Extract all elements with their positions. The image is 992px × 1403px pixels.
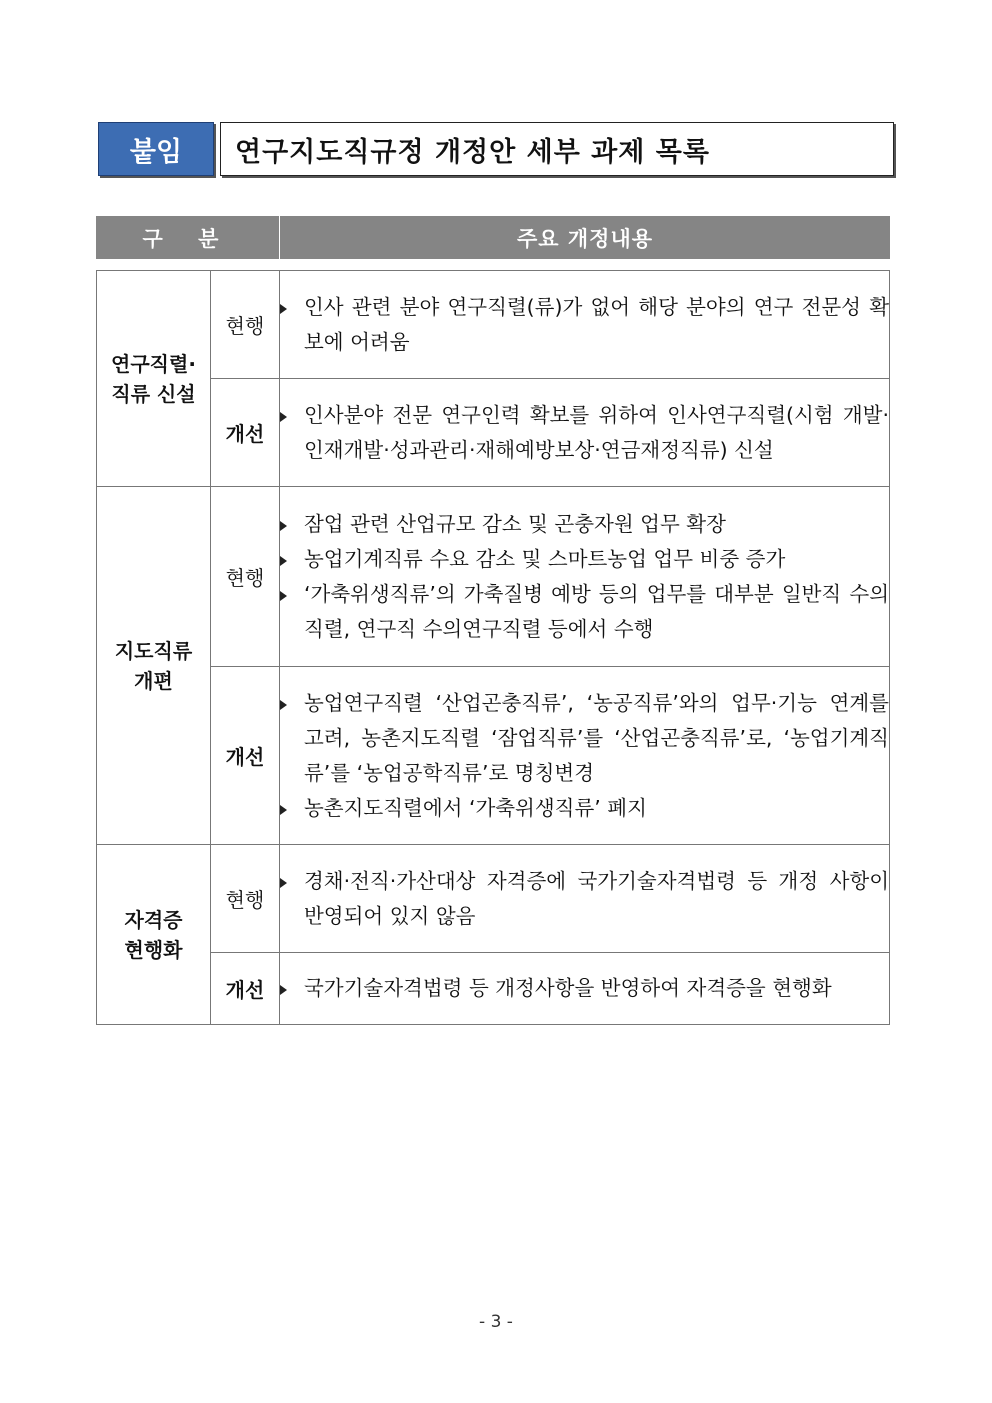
triangle-bullet-icon <box>280 805 287 815</box>
triangle-bullet-icon <box>280 700 287 710</box>
triangle-bullet-icon <box>280 412 287 422</box>
list-item: 인사분야 전문 연구인력 확보를 위하여 인사연구직렬(시험 개발·인재개발·성과관리·재해예방보상·연금재정직류) 신설 <box>280 398 889 468</box>
category-cell: 연구직렬· 직류 신설 <box>97 271 211 487</box>
content-cell <box>280 487 890 667</box>
title-row <box>98 122 894 176</box>
table-row <box>97 487 890 667</box>
kind-current: 현행 <box>211 271 280 379</box>
triangle-bullet-icon <box>280 878 287 888</box>
kind-improved: 개선 <box>211 953 280 1025</box>
table-header <box>96 216 890 259</box>
page-number: - 3 - <box>479 1312 513 1332</box>
kind-current: 현행 <box>211 487 280 667</box>
content-cell <box>280 379 890 487</box>
content-cell <box>280 271 890 379</box>
triangle-bullet-icon <box>280 591 287 601</box>
kind-improved: 개선 <box>211 379 280 487</box>
content-cell <box>280 953 890 1025</box>
content-cell <box>280 845 890 953</box>
list-item: 경채·전직·가산대상 자격증에 국가기술자격법령 등 개정 사항이 반영되어 있지 않음 <box>280 864 889 934</box>
table-row <box>97 845 890 953</box>
triangle-bullet-icon <box>280 556 287 566</box>
triangle-bullet-icon <box>280 521 287 531</box>
triangle-bullet-icon <box>280 304 287 314</box>
list-item: 인사 관련 분야 연구직렬(류)가 없어 해당 분야의 연구 전문성 확보에 어려움 <box>280 290 889 360</box>
category-cell: 지도직류 개편 <box>97 487 211 845</box>
table-row <box>97 271 890 379</box>
attachment-badge: 붙임 <box>98 122 214 176</box>
content-cell <box>280 667 890 845</box>
kind-improved: 개선 <box>211 667 280 845</box>
list-item: ‘가축위생직류’의 가축질병 예방 등의 업무를 대부분 일반직 수의직렬, 연구직 수의연구직렬 등에서 수행 <box>280 577 889 647</box>
table-row <box>97 953 890 1025</box>
list-item: 농촌지도직렬에서 ‘가축위생직류’ 폐지 <box>280 791 889 826</box>
table-row <box>97 667 890 845</box>
list-item: 잠업 관련 산업규모 감소 및 곤충자원 업무 확장 <box>280 507 889 542</box>
category-cell: 자격증 현행화 <box>97 845 211 1025</box>
list-item: 국가기술자격법령 등 개정사항을 반영하여 자격증을 현행화 <box>280 971 889 1006</box>
table-row <box>97 379 890 487</box>
revision-table <box>96 270 890 1025</box>
triangle-bullet-icon <box>280 985 287 995</box>
header-category: 구 분 <box>96 216 280 259</box>
list-item: 농업연구직렬 ‘산업곤충직류’, ‘농공직류’와의 업무·기능 연계를 고려, 농촌지도직렬 ‘잠업직류’를 ‘산업곤충직류’로, ‘농업기계직류’를 ‘농업공학직류’로 명칭변경 <box>280 686 889 791</box>
header-content: 주요 개정내용 <box>516 226 654 251</box>
document-title: 연구지도직규정 개정안 세부 과제 목록 <box>220 122 894 176</box>
kind-current: 현행 <box>211 845 280 953</box>
list-item: 농업기계직류 수요 감소 및 스마트농업 업무 비중 증가 <box>280 542 889 577</box>
